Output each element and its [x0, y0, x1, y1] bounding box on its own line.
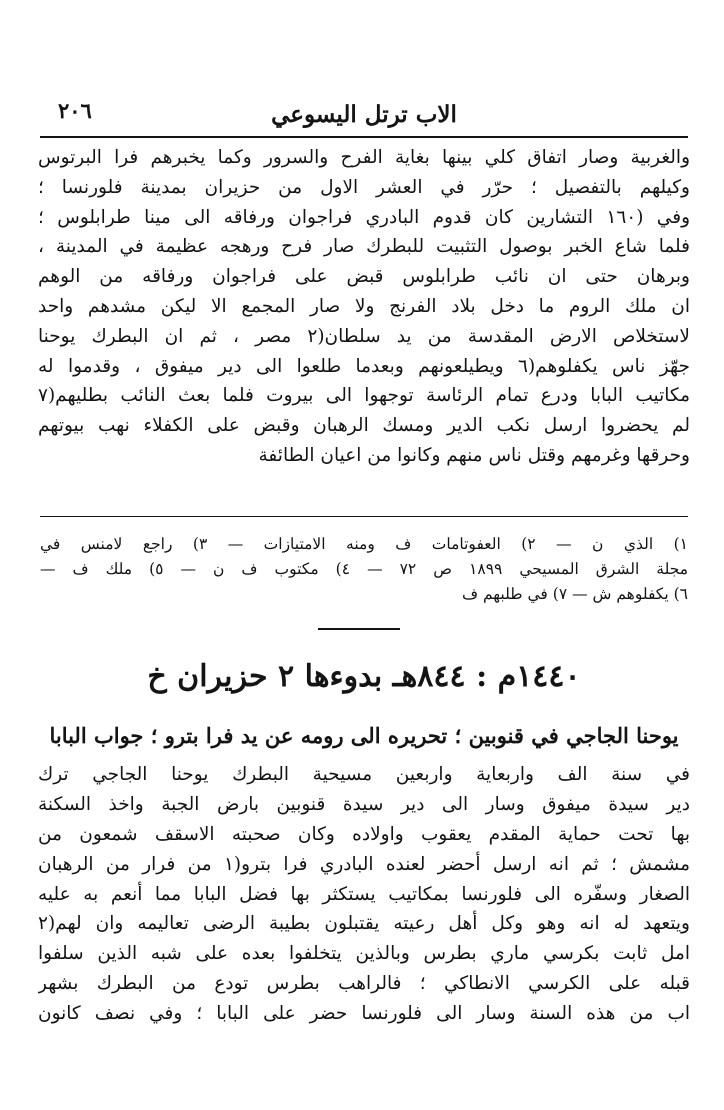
body-line: وحرقها وغرمهم وقتل ناس منهم وكانوا من اعيان الطائفة — [258, 444, 690, 466]
section-line: ويتعهد له انه وهو وكل أهل رعيته يقتبلون بطيبة الرضى تعاليمه وان لهم(٢ — [38, 913, 690, 935]
body-text — [38, 143, 690, 471]
section-summary: يوحنا الجاجي في قنوبين ؛ تحريره الى رومه عن يد فرا بترو ؛ جواب البابا — [49, 723, 679, 748]
header-rule — [40, 136, 688, 138]
section-divider — [318, 628, 400, 630]
section-line: الصغار وسفّره الى فلورنسا بمكاتيب يستكثر بها فضل البابا مما أنعم به عليه — [38, 883, 690, 905]
footnote-line: ٦) يكفلوهم ش — ٧) في طلبهم ف — [461, 585, 688, 603]
section-text — [38, 760, 690, 1029]
footnote-line: ١) الذي ن — ٢) العفوتامات ف ومنه الامتيازات — ٣) راجع لامنس في — [40, 535, 688, 553]
section-line: بها تحت حماية المقدم يعقوب واولاده وكان صحبته الاسقف شمعون من — [38, 823, 690, 845]
body-line: وكيلهم بالتفصيل ؛ حرّر في العشر الاول من حزيران بمدينة فلورنسا ؛ — [38, 176, 690, 198]
section-line: في سنة الف واربعاية واربعين مسيحية البطرك يوحنا الجاجي ترك — [38, 764, 690, 785]
body-line: مكاتيب البابا ودرع تمام الرئاسة توجهوا الى بيروت فلما بعث النائب بطليهم(٧ — [38, 385, 690, 407]
footnotes — [40, 532, 688, 607]
body-line: وبرهان حتى ان نائب طرابلوس قبض على فراجوان ورفاقه من الوهم — [38, 266, 690, 288]
body-line: ان ملك الروم ما دخل بلاد الفرنج ولا صار المجمع الا ليكن مشدهم واحد — [38, 295, 690, 317]
section-line: اب من هذه السنة وسار الى فلورنسا حضر على البابا ؛ وفي نصف كانون — [38, 1003, 690, 1025]
body-line: والغربية وصار اتفاق كلي بينها بغاية الفرح والسرور وكما يخبرهم فرا البرتوس — [38, 147, 690, 168]
footnote-separator — [40, 516, 688, 517]
body-line: لاستخلاص الارض المقدسة من يد سلطان(٢ مصر ، ثم ان البطرك يوحنا — [38, 325, 690, 347]
body-line: لم يحضروا ارسل نكب الدير ومسك الرهبان وقبض على الكفلاء نهب بيوتهم — [38, 415, 690, 437]
body-line: وفي (١٦٠ التشارين كان قدوم البادري فراجوان ورفاقه الى مينا طرابلوس ؛ — [38, 206, 690, 228]
body-line: جهّز ناس يكفلوهم(٦ ويطيلعونهم وبعدما طلعوا الى دير ميفوق ، وقدموا له — [38, 355, 690, 377]
section-line: دير سيدة ميفوق وسار الى دير سيدة قنوبين بارض الجبة واخذ السكنة — [38, 793, 690, 815]
section-line: قبله على الكرسي الانطاكي ؛ فالراهب بطرس تودع من البطرك بشهر — [38, 973, 690, 995]
body-line: فلما شاع الخبر بوصول التثبيت للبطرك صار فرح ورهجه عظيمة في المدينة ، — [38, 236, 690, 258]
running-title: الاب ترتل اليسوعي — [271, 100, 457, 128]
section-line: مشمش ؛ ثم انه ارسل أحضر لعنده البادري فرا بترو(١ من فرار من الرهبان — [38, 853, 690, 875]
footnote-line: مجلة الشرق المسيحي ١٨٩٩ ص ٧٢ — ٤) مكتوب ف ن — ٥) ملك ف — — [40, 560, 688, 578]
page-number: ٢٠٦ — [58, 98, 92, 123]
section-heading: ١٤٤٠م : ٨٤٤هـ بدوءها ٢ حزيران خ — [147, 659, 581, 694]
page-header — [40, 96, 688, 132]
section-line: امل ثابت بكرسي ماري بطرس وبالذين يتخلفوا بعده على شبه الذين سلفوا — [38, 943, 690, 965]
